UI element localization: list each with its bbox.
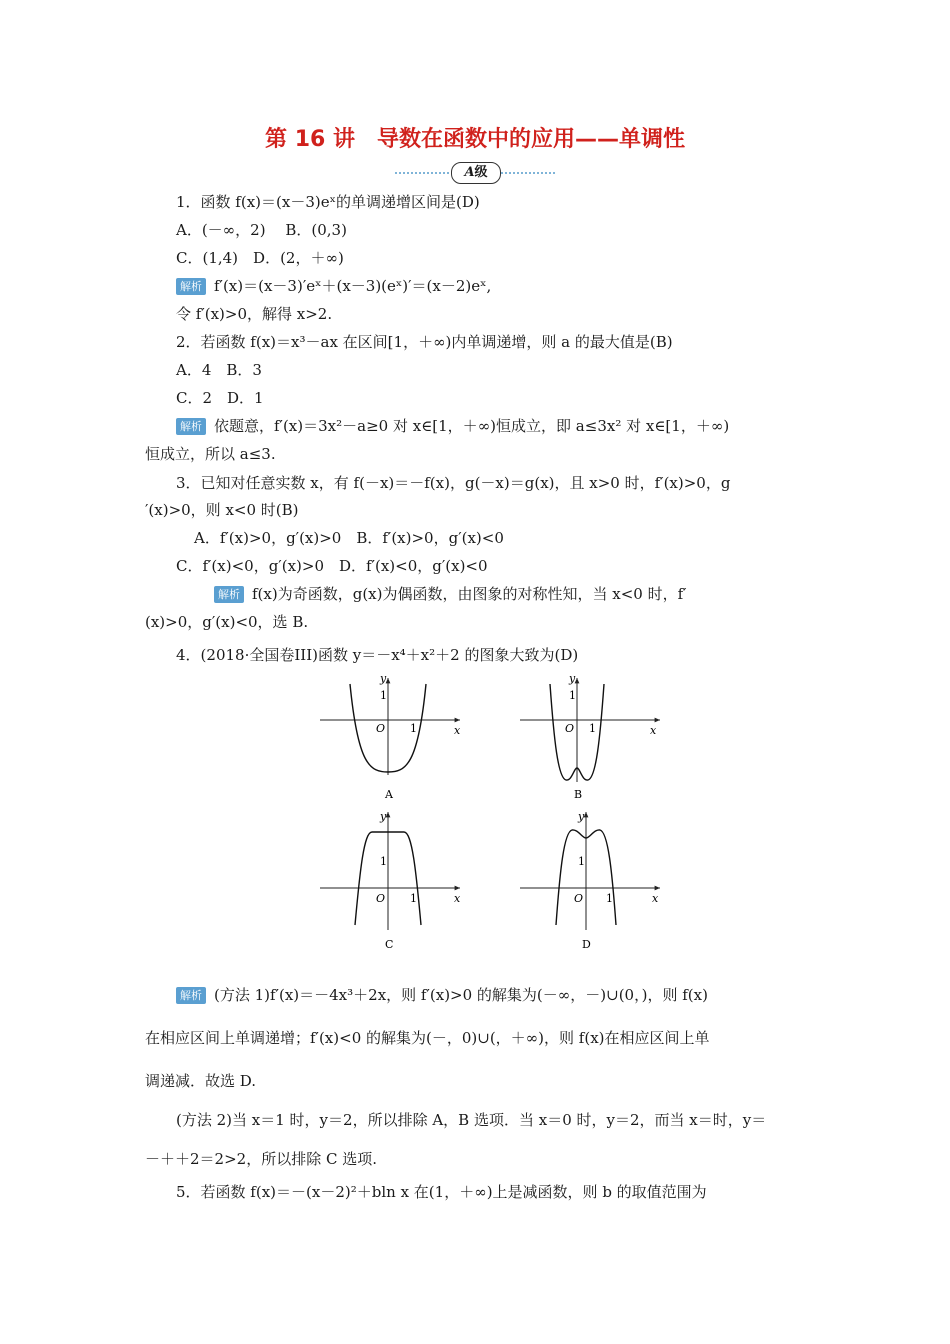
origin-label: O: [565, 722, 575, 735]
axis-label-x: x: [652, 892, 659, 905]
tick-label-y: 1: [578, 855, 585, 868]
q1-solution-1: 解析 f′(x)＝(x－3)′eˣ＋(x－3)(eˣ)′＝(x－2)eˣ,: [176, 276, 491, 296]
tick-label-x: 1: [410, 892, 417, 905]
q4-graph-options: [300, 670, 680, 960]
tick-label-y: 1: [569, 689, 576, 702]
question-2: 2．若函数 f(x)＝x³－ax 在区间[1，＋∞)内单调递增，则 a 的最大值是(B): [176, 333, 673, 351]
graph-c: [320, 810, 461, 951]
q2-solution-1: 解析 依题意，f′(x)＝3x²－a≥0 对 x∈[1，＋∞)恒成立，即 a≤3x² 对 x∈[1，＋∞): [176, 416, 729, 436]
q4-solution-3: 调递减．故选 D.: [145, 1072, 257, 1090]
axis-label-x: x: [454, 724, 461, 737]
tick-label-x: 1: [606, 892, 613, 905]
q2-options-ab: A．4 B．3: [176, 361, 262, 379]
axis-label-y: y: [380, 810, 387, 823]
graph-label-b: B: [574, 788, 583, 801]
solution-tag: 解析: [176, 418, 206, 435]
q4-method2-2: －＋＋2＝2>2，所以排除 C 选项.: [145, 1150, 377, 1168]
question-3-line-1: 3．已知对任意实数 x，有 f(－x)＝－f(x)，g(－x)＝g(x)，且 x>0 时，f′(x)>0，g: [176, 474, 731, 492]
axis-label-y: y: [578, 810, 585, 823]
tick-label-y: 1: [380, 855, 387, 868]
origin-label: O: [574, 892, 584, 905]
solution-tag: 解析: [176, 278, 206, 295]
level-badge: A级: [451, 162, 501, 184]
q4-solution-1: 解析 (方法 1)f′(x)＝－4x³＋2x，则 f′(x)>0 的解集为(－∞，－)∪(0，)，则 f(x): [176, 985, 708, 1005]
solution-tag: 解析: [214, 586, 244, 603]
origin-label: O: [376, 892, 386, 905]
level-divider: [395, 162, 555, 184]
solution-tag: 解析: [176, 987, 206, 1004]
q3-options-ab: A．f′(x)>0，g′(x)>0 B．f′(x)>0，g′(x)<0: [194, 529, 504, 547]
graph-b: [520, 672, 660, 801]
q2-options-cd: C．2 D．1: [176, 389, 264, 407]
question-1: 1．函数 f(x)＝(x－3)eˣ的单调递增区间是(D): [176, 193, 480, 211]
tick-label-y: 1: [380, 689, 387, 702]
graph-label-a: A: [385, 788, 393, 801]
tick-label-x: 1: [589, 722, 596, 735]
dotted-rule-left: [395, 172, 449, 174]
dotted-rule-right: [501, 172, 555, 174]
page-title: 第 16 讲 导数在函数中的应用——单调性: [265, 127, 685, 152]
q3-solution-2: (x)>0，g′(x)<0，选 B.: [145, 613, 309, 631]
axis-label-x: x: [454, 892, 461, 905]
axis-label-y: y: [380, 672, 387, 685]
origin-label: O: [376, 722, 386, 735]
question-5: 5．若函数 f(x)＝－(x－2)²＋bln x 在(1，＋∞)上是减函数，则 b 的取值范围为: [176, 1183, 707, 1201]
graph-label-c: C: [385, 938, 394, 951]
tick-label-x: 1: [410, 722, 417, 735]
q2-solution-2: 恒成立，所以 a≤3.: [145, 445, 276, 463]
q3-solution-1: 解析 f(x)为奇函数，g(x)为偶函数，由图象的对称性知，当 x<0 时，f′: [214, 584, 687, 604]
graph-a: [320, 672, 461, 801]
graph-label-d: D: [582, 938, 591, 951]
q1-options-cd: C．(1,4) D．(2，＋∞): [176, 249, 344, 267]
q3-options-cd: C．f′(x)<0，g′(x)>0 D．f′(x)<0，g′(x)<0: [176, 557, 488, 575]
q1-solution-2: 令 f′(x)>0，解得 x>2.: [176, 305, 333, 323]
q4-method2-1: (方法 2)当 x＝1 时，y＝2，所以排除 A，B 选项．当 x＝0 时，y＝2，而当 x＝时，y＝: [176, 1111, 767, 1129]
question-3-line-2: ′(x)>0，则 x<0 时(B): [145, 501, 299, 519]
axis-label-x: x: [650, 724, 657, 737]
q1-options-ab: A．(－∞，2) B．(0,3): [176, 221, 347, 239]
question-4: 4．(2018·全国卷III)函数 y＝－x⁴＋x²＋2 的图象大致为(D): [176, 646, 579, 664]
q4-solution-2: 在相应区间上单调递增；f′(x)<0 的解集为(－，0)∪(，＋∞)，则 f(x)在相应区间上单: [145, 1029, 710, 1047]
axis-label-y: y: [569, 672, 576, 685]
graph-d: [520, 810, 660, 951]
